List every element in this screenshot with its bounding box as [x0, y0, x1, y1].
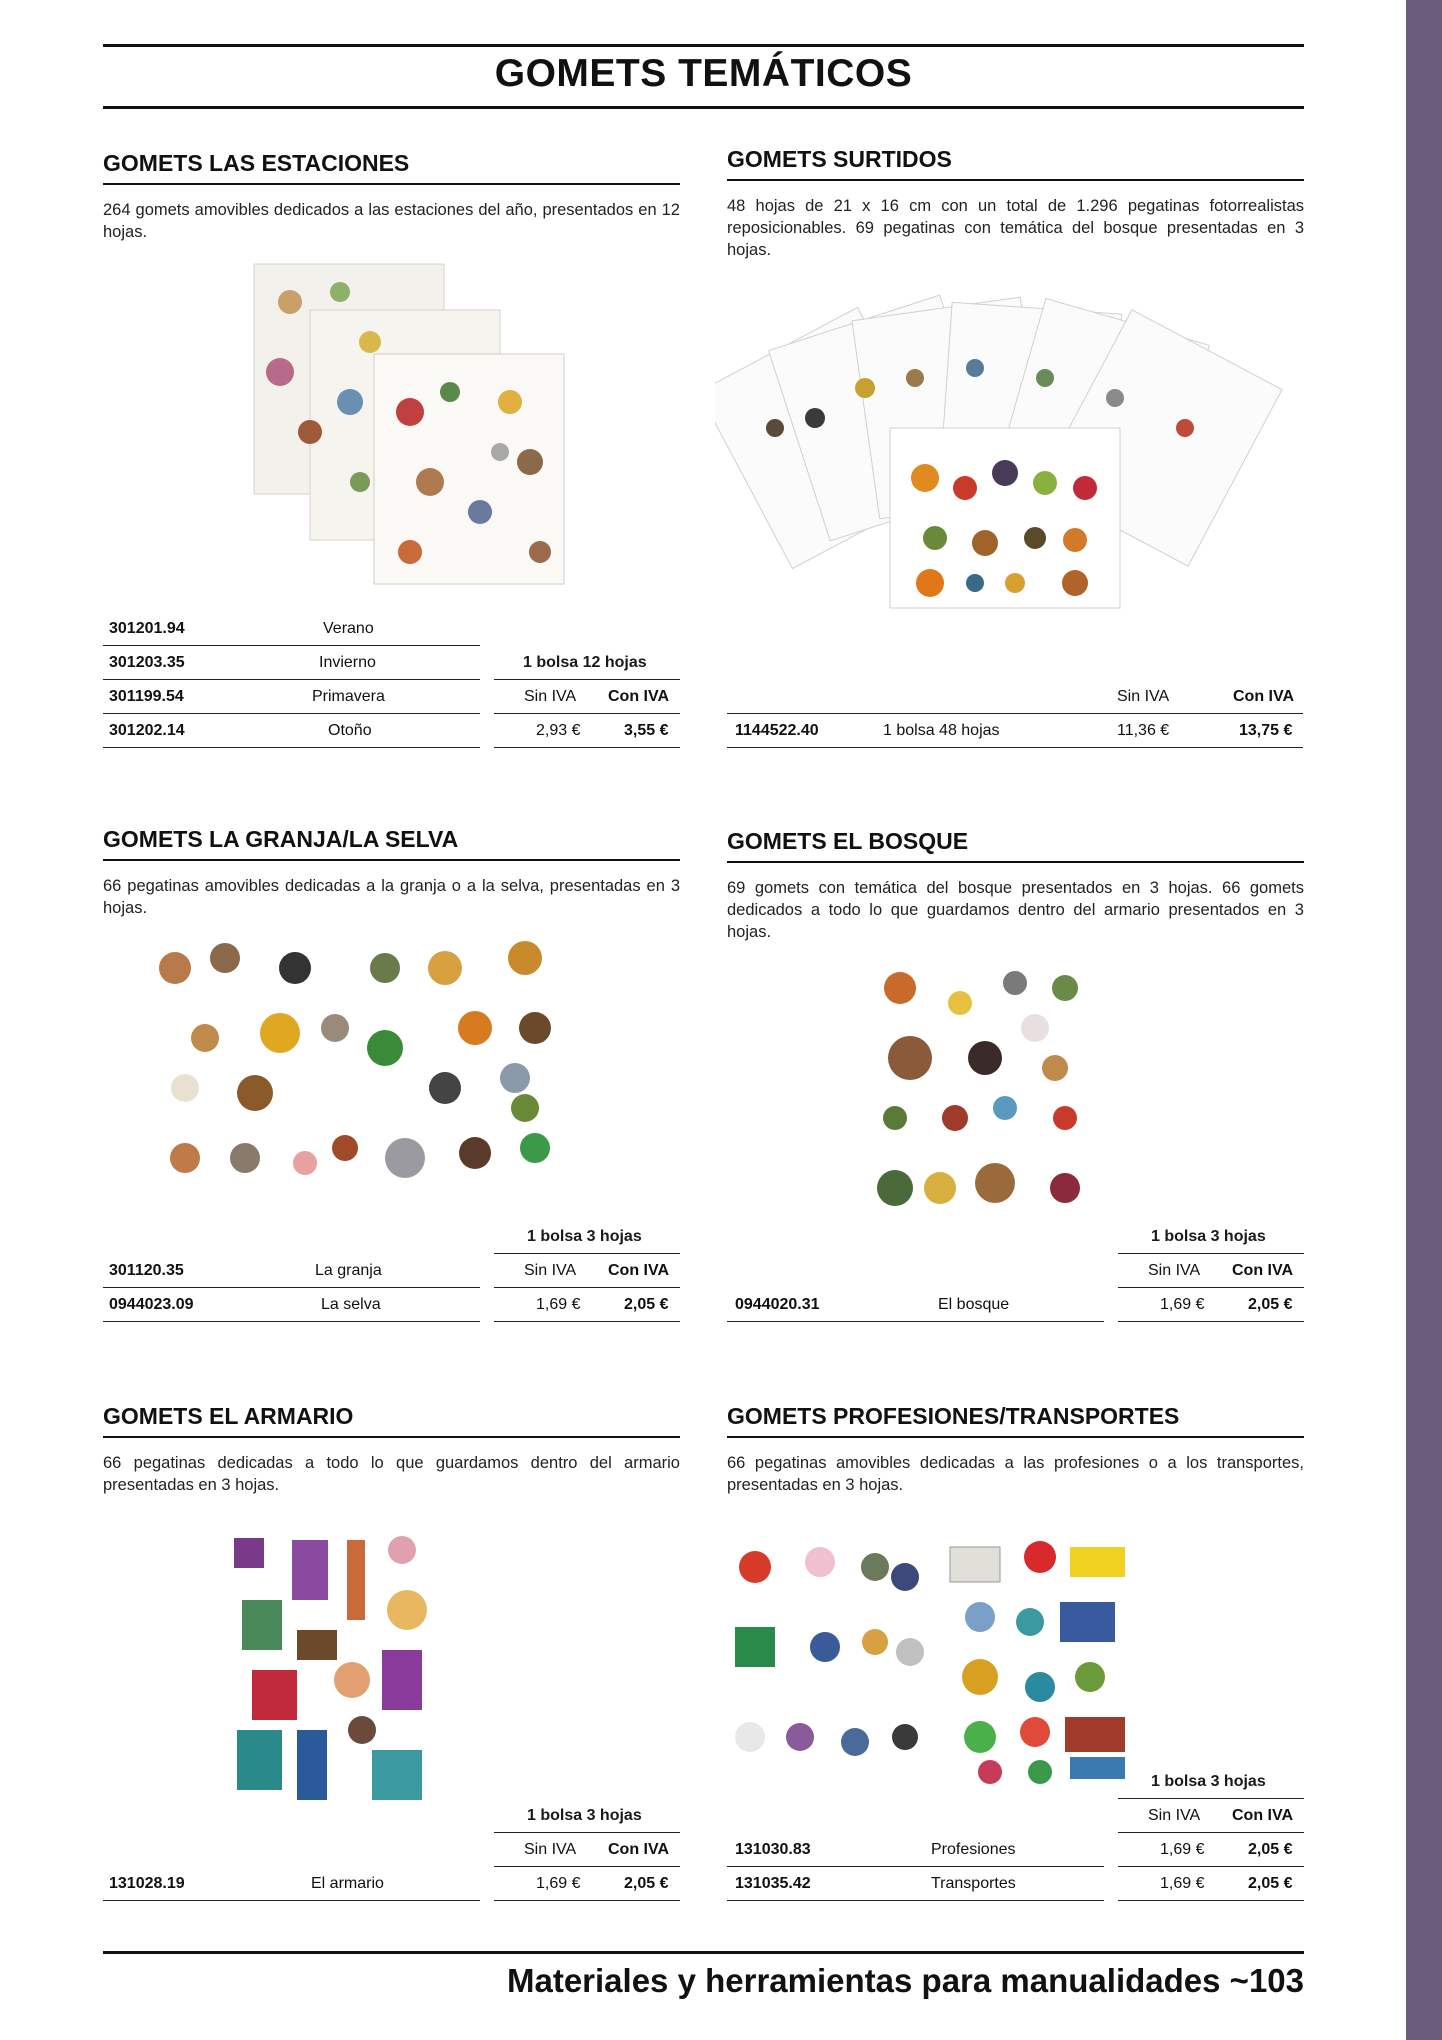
pack-label: 1 bolsa 3 hojas — [527, 1228, 642, 1245]
armario-stickers-image — [222, 1530, 442, 1810]
section-description: 66 pegatinas amovibles dedicadas a la granja o a la selva, presentadas en 3 hojas. — [103, 877, 680, 917]
pack-label: 1 bolsa 3 hojas — [1151, 1773, 1266, 1790]
pack-divider — [1118, 1765, 1304, 1799]
table-row: 0944023.09 La selva — [103, 1288, 480, 1322]
table-row: 131030.83 Profesiones — [727, 1833, 1104, 1867]
section-surtidos — [727, 146, 1304, 261]
price-row: 1,69 € 2,05 € — [494, 1867, 680, 1901]
page-number: 103 — [1248, 1962, 1304, 1999]
pack-label: 1 bolsa 12 hojas — [523, 654, 647, 671]
price-header-row: Sin IVA Con IVA — [1118, 1254, 1304, 1288]
pack-divider — [494, 1799, 680, 1833]
section-title: GOMETS PROFESIONES/TRANSPORTES — [727, 1403, 1304, 1438]
estaciones-sticker-sheets-image — [250, 262, 680, 592]
table-row: 301203.35 Invierno — [103, 646, 480, 680]
pack-label: 1 bolsa 3 hojas — [1151, 1228, 1266, 1245]
price-header-row: Sin IVA Con IVA — [494, 1833, 680, 1867]
section-bosque — [727, 828, 1304, 943]
pack-divider — [494, 646, 680, 680]
footer — [507, 1962, 1304, 2000]
price-header-row: Sin IVA Con IVA — [1118, 1799, 1304, 1833]
profesiones-transportes-stickers-image — [730, 1527, 1140, 1787]
table-row: 301201.94 Verano — [103, 612, 480, 646]
section-estaciones — [103, 150, 680, 243]
price-row: 2,93 € 3,55 € — [494, 714, 680, 748]
section-description: 69 gomets con temática del bosque presentados en 3 hojas. 66 gomets dedicados a todo lo que guardamos dentro del armario presentados en 3 hojas. — [727, 879, 1304, 941]
table-row: 301120.35 La granja — [103, 1254, 480, 1288]
granja-selva-stickers-image — [145, 928, 575, 1198]
section-title: GOMETS EL ARMARIO — [103, 1403, 680, 1438]
price-row: 1,69 € 2,05 € — [1118, 1867, 1304, 1901]
section-description: 264 gomets amovibles dedicados a las estaciones del año, presentados en 12 hojas. — [103, 201, 680, 241]
section-armario — [103, 1403, 680, 1496]
pack-divider — [494, 1220, 680, 1254]
price-header-row: Sin IVA Con IVA — [494, 680, 680, 714]
table-row: 301202.14 Otoño — [103, 714, 480, 748]
section-title: GOMETS LAS ESTACIONES — [103, 150, 680, 185]
section-title: GOMETS EL BOSQUE — [727, 828, 1304, 863]
footer-separator: ~ — [1229, 1962, 1249, 1999]
side-color-band — [1406, 0, 1442, 2040]
table-row: 131035.42 Transportes — [727, 1867, 1104, 1901]
table-row: 131028.19 El armario — [103, 1867, 480, 1901]
page-title: GOMETS TEMÁTICOS — [494, 52, 913, 95]
price-header-row: Sin IVA Con IVA — [494, 1254, 680, 1288]
section-profesiones-transportes — [727, 1403, 1304, 1496]
price-row: 1,69 € 2,05 € — [1118, 1288, 1304, 1322]
section-description: 66 pegatinas dedicadas a todo lo que guardamos dentro del armario presentadas en 3 hojas. — [103, 1454, 680, 1494]
price-row: 1,69 € 2,05 € — [494, 1288, 680, 1322]
pack-divider — [1118, 1220, 1304, 1254]
footer-rule — [103, 1951, 1304, 1954]
section-description: 66 pegatinas amovibles dedicadas a las profesiones o a los transportes, presentadas en 3 hojas. — [727, 1454, 1304, 1494]
table-row: 0944020.31 El bosque — [727, 1288, 1104, 1322]
section-granja-selva — [103, 826, 680, 919]
header-top-rule — [103, 44, 1304, 47]
price-header-row: Sin IVA Con IVA — [727, 680, 1303, 714]
section-title: GOMETS LA GRANJA/LA SELVA — [103, 826, 680, 861]
footer-section-name: Materiales y herramientas para manualidades — [506, 1962, 1221, 1999]
table-row: 301199.54 Primavera — [103, 680, 480, 714]
header-bottom-rule — [103, 106, 1304, 109]
section-description: 48 hojas de 21 x 16 cm con un total de 1.296 pegatinas fotorrealistas reposicionables. 69 pegatinas con temática del bosque presentadas en 3 hojas. — [727, 197, 1304, 259]
price-row: 1,69 € 2,05 € — [1118, 1833, 1304, 1867]
pack-label: 1 bolsa 3 hojas — [527, 1807, 642, 1824]
surtidos-sticker-fan-image — [715, 278, 1295, 638]
bosque-stickers-image — [865, 958, 1095, 1238]
table-row: 1144522.40 1 bolsa 48 hojas 11,36 € 13,75 € — [727, 714, 1303, 748]
section-title: GOMETS SURTIDOS — [727, 146, 1304, 181]
